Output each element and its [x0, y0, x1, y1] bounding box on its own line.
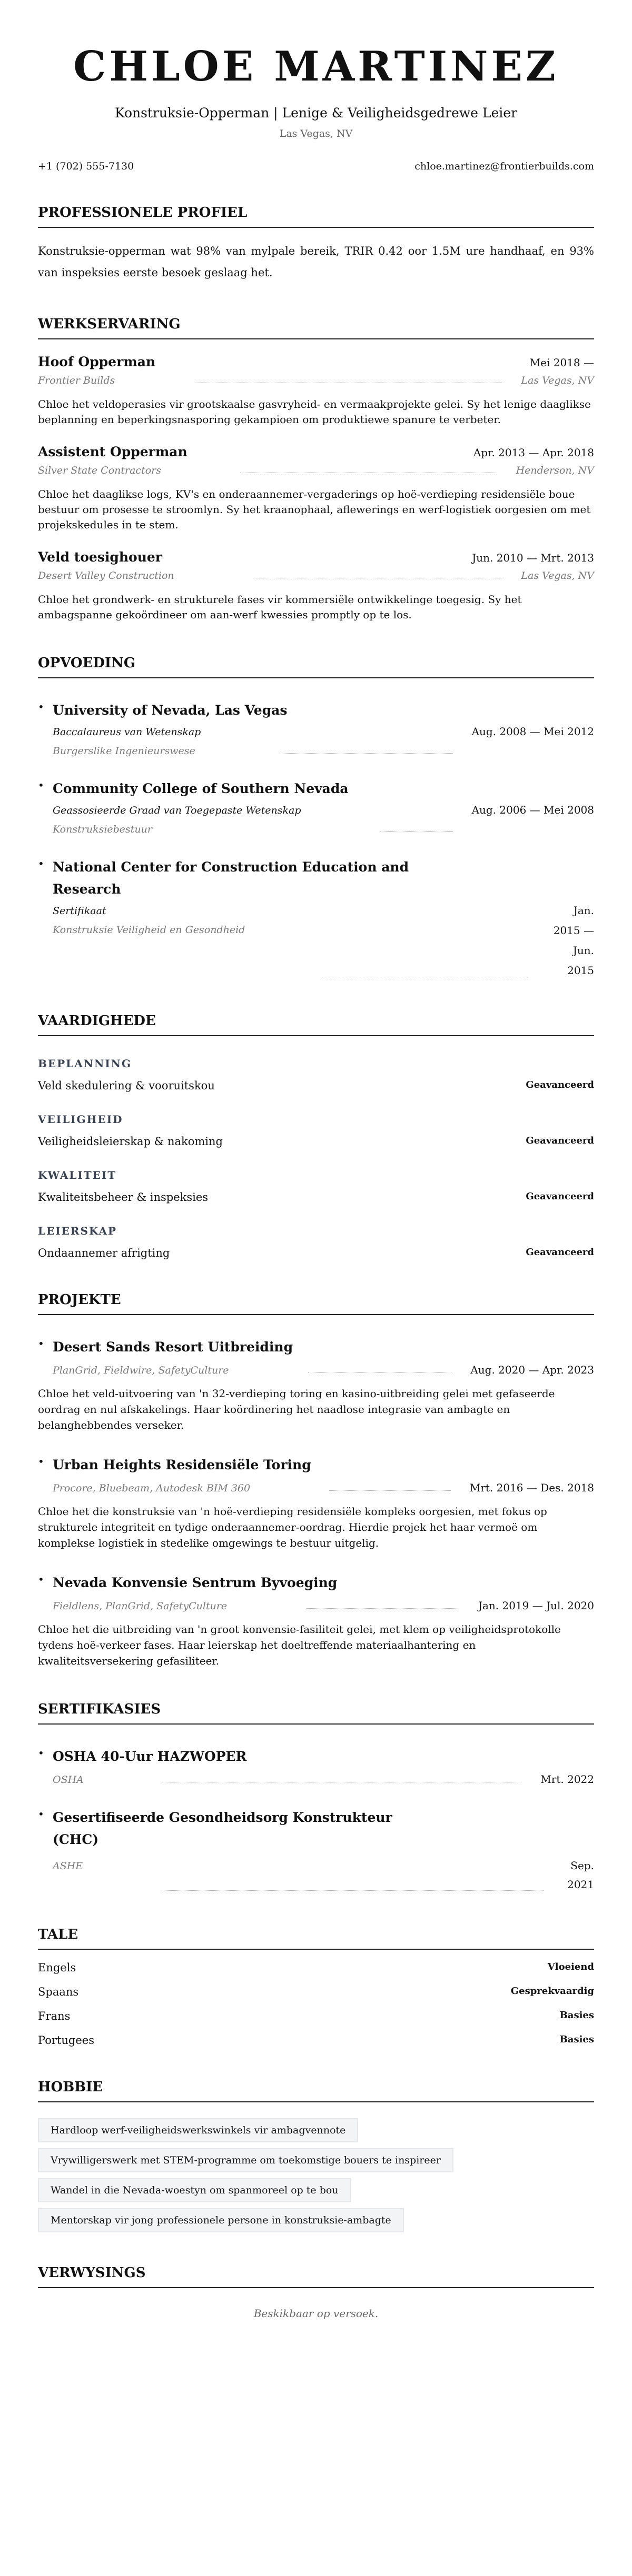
- hobbies-section: [38, 2079, 594, 2232]
- language-name: Spaans: [38, 1985, 79, 1998]
- section-title: VERWYSINGS: [38, 2265, 594, 2288]
- certification-name: • OSHA 40-Uur HAZWOPER: [53, 1748, 247, 1764]
- language-item: [38, 1961, 594, 1974]
- dotted-leader: [329, 1490, 451, 1491]
- dotted-leader: [194, 382, 502, 383]
- project-name: • Nevada Konvensie Sentrum Byvoeging: [53, 1575, 338, 1590]
- project-description-wrap: [38, 1621, 594, 1669]
- projects-list: [38, 1336, 594, 1669]
- skill-level: Geavanceerd: [526, 1246, 594, 1258]
- education-text: [53, 723, 201, 757]
- job-meta: [38, 465, 594, 476]
- section-title: VAARDIGHEDE: [38, 1013, 594, 1036]
- field-of-study: Konstruksiebestuur: [53, 823, 152, 835]
- skill-level: Geavanceerd: [526, 1079, 594, 1090]
- hobby-chip: Wandel in die Nevada-woestyn om spanmoreel op te bou: [38, 2178, 351, 2202]
- language-item: [38, 2034, 594, 2047]
- education-section: [38, 655, 594, 980]
- school-name: • National Center for Construction Education and Research: [53, 859, 409, 897]
- skill-name: Veiligheidsleierskap & nakoming: [38, 1135, 223, 1148]
- project-tools: PlanGrid, Fieldwire, SafetyCulture: [53, 1364, 229, 1376]
- email-link[interactable]: chloe.martinez@frontierbuilds.com: [414, 160, 594, 172]
- education-date: Jan. 2015 — Jun. 2015: [553, 904, 594, 977]
- project-tools: Procore, Bluebeam, Autodesk BIM 360: [53, 1482, 251, 1494]
- dotted-leader: [280, 753, 452, 754]
- degree: Baccalaureus van Wetenskap: [53, 726, 201, 738]
- skill-name: Veld skedulering & vooruitskou: [38, 1079, 215, 1092]
- job-entry: [38, 354, 594, 427]
- company-name: Silver State Contractors: [38, 464, 161, 476]
- degree: Sertifikaat: [53, 905, 106, 917]
- location: Las Vegas, NV: [279, 127, 353, 139]
- project-entry: [38, 1336, 594, 1433]
- section-title: WERKSERVARING: [38, 316, 594, 339]
- references-text: Beskikbaar op versoek.: [253, 2307, 379, 2320]
- skill-category: LEIERSKAP: [38, 1224, 117, 1237]
- job-location: Henderson, NV: [516, 464, 594, 476]
- project-date: Jan. 2019 — Jul. 2020: [478, 1599, 594, 1612]
- dotted-leader: [324, 976, 528, 977]
- candidate-name: CHLOE MARTINEZ: [73, 43, 559, 91]
- certifications-list: [38, 1746, 594, 1894]
- project-entry: [38, 1454, 594, 1551]
- job-location: Las Vegas, NV: [521, 374, 594, 386]
- projects-section: [38, 1292, 594, 1669]
- field-of-study: Konstruksie Veiligheid en Gesondheid: [53, 924, 245, 936]
- certification-issuer: ASHE: [53, 1860, 83, 1872]
- section-title: HOBBIE: [38, 2079, 594, 2102]
- certification-meta: [53, 1773, 594, 1786]
- project-description-wrap: [38, 1386, 594, 1433]
- education-date: Aug. 2006 — Mei 2008: [471, 803, 594, 816]
- job-description: Chloe het grondwerk- en strukturele fases vir kommersiële ontwikkelinge toegesig. Sy het ambagspanne gekoördineer om aan-werf kwessies promptly op te los.: [38, 593, 522, 621]
- project-description: Chloe het die konstruksie van 'n hoë-verdieping residensiële kompleks oorgesien, met fokus op strukturele integriteit en tydige onderaannemer-oordrag. Hierdie projek het haar vermoë om komplekse logistiek in stedelike omgewings te bestuur uitgelig.: [38, 1505, 547, 1549]
- certification-entry: [38, 1746, 594, 1786]
- hobby-chip: Mentorskap vir jong professionele persone in konstruksie-ambagte: [38, 2208, 404, 2232]
- skills-section: [38, 1013, 594, 1259]
- certification-date: Mrt. 2022: [540, 1772, 594, 1786]
- certification-date: Sep. 2021: [567, 1859, 594, 1891]
- skill-category: KWALITEIT: [38, 1168, 117, 1181]
- project-entry: [38, 1572, 594, 1669]
- project-tools: Fieldlens, PlanGrid, SafetyCulture: [53, 1600, 228, 1612]
- job-meta: [38, 570, 594, 582]
- company-name: Frontier Builds: [38, 374, 115, 386]
- job-title: Hoof Opperman: [38, 354, 156, 369]
- project-description: Chloe het die uitbreiding van 'n groot konvensie-fasiliteit gelei, met klem op veiligheidsprotokolle tydens hoë-verkeer fases. Haar leierskap het doeltreffende materiaalhantering en kwaliteitsversekering gefasiliteer.: [38, 1622, 561, 1667]
- education-details: [53, 900, 594, 980]
- language-name: Portugees: [38, 2033, 94, 2047]
- certification-entry: [38, 1807, 594, 1894]
- profile-section: [38, 205, 594, 284]
- skill-level: Geavanceerd: [526, 1190, 594, 1202]
- hobbies-list: [38, 2118, 594, 2232]
- job-header: [38, 444, 594, 459]
- job-header: [38, 354, 594, 369]
- skill-item: [38, 1135, 594, 1148]
- contact-row: [38, 161, 594, 172]
- job-description: Chloe het daaglikse logs, KV's en onderaannemer-vergaderings op hoë-verdieping residensiële boue bestuur om prosesse te stroomlyn. Sy het kraanophaal, aflewerings en werf-logistiek oorgesien om met projekskedules in te stem.: [38, 487, 591, 531]
- dotted-leader: [380, 831, 453, 832]
- language-item: [38, 1986, 594, 1998]
- dotted-leader: [253, 577, 502, 578]
- skills-list: [38, 1057, 594, 1259]
- experience-section: [38, 316, 594, 623]
- language-level: Basies: [559, 2009, 594, 2021]
- language-level: Basies: [559, 2033, 594, 2045]
- certifications-section: [38, 1701, 594, 1894]
- degree: Geassosieerde Graad van Toegepaste Wetenskap: [53, 804, 301, 816]
- language-name: Engels: [38, 1961, 76, 1974]
- section-title: PROJEKTE: [38, 1292, 594, 1315]
- job-title: Assistent Opperman: [38, 444, 187, 459]
- skill-category: VEILIGHEID: [38, 1112, 123, 1126]
- dotted-leader: [163, 1781, 521, 1782]
- education-details: [53, 721, 594, 757]
- field-of-study: Burgerslike Ingenieurswese: [53, 745, 195, 757]
- job-date: Mei 2018 —: [529, 356, 594, 369]
- certification-meta: [53, 1856, 594, 1894]
- education-list: [38, 699, 594, 980]
- school-name: • Community College of Southern Nevada: [53, 780, 349, 796]
- school-name: • University of Nevada, Las Vegas: [53, 702, 288, 718]
- section-title: SERTIFIKASIES: [38, 1701, 594, 1725]
- skill-item: [38, 1191, 594, 1204]
- languages-section: [38, 1927, 594, 2047]
- references-section: [38, 2265, 594, 2320]
- profile-text: Konstruksie-opperman wat 98% van mylpale bereik, TRIR 0.42 oor 1.5M ure handhaaf, en 93% van inspeksies eerste besoek geslaag het.: [38, 244, 594, 279]
- job-description: Chloe het veldoperasies vir grootskaalse gasvryheid- en vermaakprojekte gelei. Sy het lenige daaglikse beplanning en beperkingsnasporing gekampioen om produktiewe spanure te verbeter.: [38, 397, 591, 426]
- project-meta: [53, 1599, 594, 1612]
- project-name: • Desert Sands Resort Uitbreiding: [53, 1339, 293, 1355]
- education-entry: [38, 856, 594, 980]
- skill-level: Geavanceerd: [526, 1135, 594, 1146]
- language-item: [38, 2010, 594, 2022]
- project-meta: [53, 1481, 594, 1494]
- language-level: Vloeiend: [547, 1961, 594, 1972]
- dotted-leader: [308, 1372, 452, 1373]
- project-meta: [53, 1364, 594, 1376]
- experience-list: [38, 354, 594, 623]
- dotted-leader: [306, 1608, 459, 1609]
- project-date: Aug. 2020 — Apr. 2023: [470, 1363, 594, 1376]
- job-entry: [38, 549, 594, 623]
- project-description-wrap: [38, 1503, 594, 1551]
- education-text: [53, 902, 245, 936]
- job-date: Apr. 2013 — Apr. 2018: [473, 446, 594, 459]
- phone: +1 (702) 555-7130: [38, 160, 134, 172]
- project-date: Mrt. 2016 — Des. 2018: [469, 1481, 594, 1494]
- skill-name: Kwaliteitsbeheer & inspeksies: [38, 1190, 209, 1204]
- section-title: TALE: [38, 1927, 594, 1950]
- language-name: Frans: [38, 2009, 71, 2022]
- section-title: PROFESSIONELE PROFIEL: [38, 205, 594, 228]
- languages-list: [38, 1961, 594, 2047]
- section-title: OPVOEDING: [38, 655, 594, 678]
- certification-issuer: OSHA: [53, 1773, 84, 1786]
- job-entry: [38, 444, 594, 533]
- job-date: Jun. 2010 — Mrt. 2013: [472, 551, 594, 564]
- education-text: [53, 801, 301, 835]
- project-name: • Urban Heights Residensiële Toring: [53, 1457, 311, 1472]
- skill-name: Ondaannemer afrigting: [38, 1246, 170, 1259]
- job-meta: [38, 375, 594, 386]
- company-name: Desert Valley Construction: [38, 569, 174, 582]
- job-header: [38, 549, 594, 565]
- hobby-chip: Hardloop werf-veiligheidswerkswinkels vir ambagvennote: [38, 2118, 358, 2142]
- dotted-leader: [240, 472, 497, 473]
- skill-item: [38, 1247, 594, 1259]
- education-entry: [38, 778, 594, 835]
- education-details: [53, 800, 594, 835]
- certification-name: • Gesertifiseerde Gesondheidsorg Konstrukteur (CHC): [53, 1809, 392, 1847]
- education-entry: [38, 699, 594, 757]
- project-description: Chloe het veld-uitvoering van 'n 32-verdieping toring en kasino-uitbreiding gelei met gefaseerde oordrag en nul afskakelings. Haar koördinering het naadlose integrasie van ambagte en belanghebbendes verseker.: [38, 1387, 555, 1431]
- headline: Konstruksie-Opperman | Lenige & Veiligheidsgedrewe Leier: [114, 105, 518, 121]
- hobby-chip: Vrywilligerswerk met STEM-programme om toekomstige bouers te inspireer: [38, 2148, 453, 2172]
- dotted-leader: [162, 1890, 544, 1891]
- job-title: Veld toesighouer: [38, 549, 162, 565]
- language-level: Gesprekvaardig: [510, 1985, 594, 1997]
- skill-item: [38, 1079, 594, 1092]
- skill-category: BEPLANNING: [38, 1057, 132, 1070]
- education-date: Aug. 2008 — Mei 2012: [471, 725, 594, 738]
- job-location: Las Vegas, NV: [521, 569, 594, 582]
